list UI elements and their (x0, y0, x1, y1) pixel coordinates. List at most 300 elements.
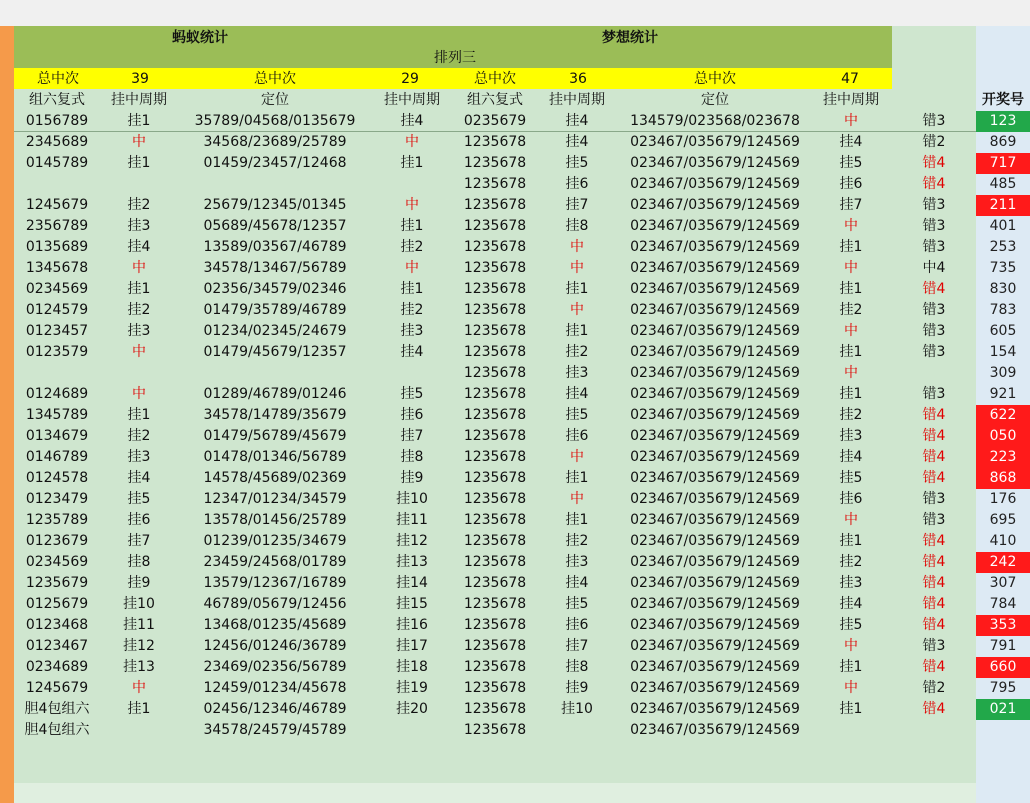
cell-zuliu-2[interactable]: 1235678 (463, 533, 527, 549)
cell-cycle-3[interactable]: 挂2 (565, 344, 589, 360)
cell-cycle-2[interactable]: 挂16 (396, 617, 428, 633)
draw-number-cell[interactable]: 695 (989, 512, 1017, 528)
cell-zuliu[interactable]: 0234689 (25, 659, 89, 675)
draw-number-cell[interactable]: 795 (989, 680, 1017, 696)
cell-cycle-4[interactable]: 挂4 (839, 449, 863, 465)
draw-number-cell[interactable]: 791 (989, 638, 1017, 654)
cell-cycle-2[interactable]: 挂20 (396, 701, 428, 717)
cell-position-2[interactable]: 023467/035679/124569 (630, 239, 800, 255)
col-header-zuliu[interactable]: 组六复式 (29, 92, 85, 108)
cell-cycle-4[interactable]: 挂5 (839, 470, 863, 486)
cell-position[interactable]: 14578/45689/02369 (203, 470, 347, 486)
cell-cycle-3[interactable]: 中 (570, 239, 584, 255)
cell-zuliu-2[interactable]: 1235678 (463, 365, 527, 381)
cell-cycle-3[interactable]: 挂5 (565, 155, 589, 171)
cell-error-count[interactable]: 错3 (922, 491, 946, 507)
col-header-position-2[interactable]: 定位 (701, 92, 729, 108)
cell-position-2[interactable]: 023467/035679/124569 (630, 365, 800, 381)
cell-cycle-3[interactable]: 挂1 (565, 323, 589, 339)
cell-cycle-2[interactable]: 挂4 (400, 344, 424, 360)
draw-number-cell[interactable]: 123 (976, 111, 1030, 132)
cell-cycle-2[interactable]: 挂5 (400, 386, 424, 402)
cell-zuliu[interactable]: 1235679 (25, 575, 89, 591)
cell-zuliu[interactable]: 0124579 (25, 302, 89, 318)
cell-position[interactable]: 13578/01456/25789 (203, 512, 347, 528)
cell-error-count[interactable]: 错3 (922, 386, 946, 402)
cell-error-count[interactable]: 错3 (922, 239, 946, 255)
cell-cycle-3[interactable]: 挂10 (561, 701, 593, 717)
cell-position-2[interactable]: 023467/035679/124569 (630, 638, 800, 654)
draw-number-cell[interactable]: 223 (976, 447, 1030, 468)
draw-number-cell[interactable]: 921 (989, 386, 1017, 402)
cell-cycle-3[interactable]: 挂5 (565, 596, 589, 612)
cell-zuliu-2[interactable]: 1235678 (463, 344, 527, 360)
cell-cycle[interactable]: 挂1 (127, 113, 151, 129)
cell-zuliu[interactable]: 2345689 (25, 134, 89, 150)
cell-zuliu-2[interactable]: 1235678 (463, 659, 527, 675)
draw-number-cell[interactable]: 309 (989, 365, 1017, 381)
cell-error-count[interactable]: 错4 (922, 659, 946, 675)
cell-cycle-2[interactable]: 挂1 (400, 281, 424, 297)
cell-cycle[interactable]: 中 (132, 386, 146, 402)
cell-position-2[interactable]: 023467/035679/124569 (630, 302, 800, 318)
cell-cycle-3[interactable]: 挂4 (565, 113, 589, 129)
cell-cycle-4[interactable]: 挂1 (839, 239, 863, 255)
cell-cycle[interactable] (100, 363, 178, 384)
cell-zuliu-2[interactable]: 1235678 (463, 512, 527, 528)
cell-zuliu-2[interactable]: 1235678 (463, 701, 527, 717)
cell-error-count[interactable]: 错3 (922, 323, 946, 339)
cell-cycle[interactable]: 中 (132, 260, 146, 276)
cell-cycle[interactable]: 挂11 (123, 617, 155, 633)
cell-position[interactable]: 01289/46789/01246 (203, 386, 347, 402)
cell-zuliu[interactable]: 0123468 (25, 617, 89, 633)
right2-total-label[interactable]: 总中次 (694, 71, 736, 87)
cell-position-2[interactable]: 023467/035679/124569 (630, 281, 800, 297)
cell-zuliu-2[interactable]: 1235678 (463, 260, 527, 276)
cell-cycle-2[interactable] (373, 174, 451, 195)
cell-cycle[interactable] (100, 174, 178, 195)
draw-number-cell[interactable]: 253 (989, 239, 1017, 255)
cell-error-count[interactable]: 错2 (922, 680, 946, 696)
cell-zuliu-2[interactable]: 1235678 (463, 491, 527, 507)
cell-cycle-3[interactable]: 中 (570, 491, 584, 507)
right-total-count[interactable]: 36 (569, 71, 587, 87)
right2-total-count[interactable]: 47 (841, 71, 859, 87)
cell-cycle-2[interactable]: 挂2 (400, 239, 424, 255)
col-header-cycle-3[interactable]: 挂中周期 (549, 92, 605, 108)
cell-position-2[interactable]: 023467/035679/124569 (630, 701, 800, 717)
cell-zuliu-2[interactable]: 0235679 (463, 113, 527, 129)
cell-cycle[interactable]: 挂1 (127, 407, 151, 423)
cell-position[interactable]: 01234/02345/24679 (203, 323, 347, 339)
cell-position-2[interactable]: 023467/035679/124569 (630, 554, 800, 570)
cell-position-2[interactable]: 023467/035679/124569 (630, 680, 800, 696)
cell-error-count[interactable]: 错4 (922, 554, 946, 570)
cell-zuliu[interactable]: 0123679 (25, 533, 89, 549)
cell-position[interactable]: 12456/01246/36789 (203, 638, 347, 654)
cell-cycle-4[interactable]: 挂4 (839, 134, 863, 150)
cell-position-2[interactable]: 023467/035679/124569 (630, 260, 800, 276)
cell-position[interactable]: 25679/12345/01345 (203, 197, 347, 213)
draw-number-cell[interactable]: 622 (976, 405, 1030, 426)
cell-cycle[interactable]: 挂2 (127, 428, 151, 444)
cell-cycle-2[interactable]: 挂1 (400, 218, 424, 234)
cell-position-2[interactable]: 023467/035679/124569 (630, 134, 800, 150)
cell-cycle-3[interactable]: 挂1 (565, 512, 589, 528)
cell-cycle-4[interactable]: 中 (844, 680, 858, 696)
cell-cycle[interactable]: 挂8 (127, 554, 151, 570)
cell-error-count[interactable]: 错4 (922, 617, 946, 633)
cell-zuliu-2[interactable]: 1235678 (463, 386, 527, 402)
cell-zuliu[interactable]: 胆4包组六 (24, 701, 90, 717)
cell-cycle-2[interactable]: 挂15 (396, 596, 428, 612)
cell-zuliu[interactable]: 0123579 (25, 344, 89, 360)
cell-position-2[interactable]: 023467/035679/124569 (630, 155, 800, 171)
cell-position[interactable]: 01239/01235/34679 (203, 533, 347, 549)
draw-number-cell[interactable]: 784 (989, 596, 1017, 612)
cell-cycle-4[interactable]: 中 (844, 218, 858, 234)
cell-cycle-2[interactable]: 挂8 (400, 449, 424, 465)
cell-cycle-2[interactable]: 中 (405, 260, 419, 276)
cell-error-count[interactable]: 中4 (922, 260, 946, 276)
cell-cycle-2[interactable]: 挂14 (396, 575, 428, 591)
cell-position[interactable]: 01479/56789/45679 (203, 428, 347, 444)
draw-number-cell[interactable]: 021 (976, 699, 1030, 720)
cell-cycle-2[interactable]: 挂10 (396, 491, 428, 507)
cell-zuliu-2[interactable]: 1235678 (463, 428, 527, 444)
cell-cycle-3[interactable] (538, 720, 616, 741)
draw-number-cell[interactable]: 869 (989, 134, 1017, 150)
cell-cycle-3[interactable]: 挂6 (565, 176, 589, 192)
cell-error-count[interactable]: 错4 (922, 176, 946, 192)
cell-zuliu[interactable]: 0134679 (25, 428, 89, 444)
cell-position[interactable]: 01478/01346/56789 (203, 449, 347, 465)
cell-position[interactable]: 02356/34579/02346 (203, 281, 347, 297)
cell-position-2[interactable]: 023467/035679/124569 (630, 722, 800, 738)
cell-position[interactable]: 34578/14789/35679 (203, 407, 347, 423)
cell-cycle-3[interactable]: 中 (570, 260, 584, 276)
cell-cycle-3[interactable]: 挂5 (565, 407, 589, 423)
cell-zuliu-2[interactable]: 1235678 (463, 617, 527, 633)
cell-cycle-2[interactable]: 中 (405, 197, 419, 213)
cell-cycle-2[interactable]: 挂11 (396, 512, 428, 528)
cell-cycle[interactable]: 挂4 (127, 239, 151, 255)
cell-zuliu[interactable]: 0135689 (25, 239, 89, 255)
cell-cycle[interactable]: 挂6 (127, 512, 151, 528)
left-total-count[interactable]: 39 (131, 71, 149, 87)
cell-cycle-2[interactable]: 挂1 (400, 155, 424, 171)
cell-zuliu[interactable]: 0234569 (25, 554, 89, 570)
cell-cycle[interactable]: 挂4 (127, 470, 151, 486)
left2-total-count[interactable]: 29 (401, 71, 419, 87)
cell-position-2[interactable]: 023467/035679/124569 (630, 491, 800, 507)
cell-cycle-3[interactable]: 挂8 (565, 218, 589, 234)
cell-zuliu-2[interactable]: 1235678 (463, 596, 527, 612)
cell-cycle-3[interactable]: 挂7 (565, 638, 589, 654)
draw-number-cell[interactable]: 830 (989, 281, 1017, 297)
cell-cycle-2[interactable]: 挂2 (400, 302, 424, 318)
cell-error-count[interactable]: 错4 (922, 281, 946, 297)
cell-error-count[interactable]: 错3 (922, 218, 946, 234)
cell-position-2[interactable]: 023467/035679/124569 (630, 407, 800, 423)
cell-cycle-2[interactable]: 挂9 (400, 470, 424, 486)
cell-cycle-3[interactable]: 挂8 (565, 659, 589, 675)
cell-position[interactable]: 13579/12367/16789 (203, 575, 347, 591)
cell-cycle-4[interactable]: 中 (844, 365, 858, 381)
cell-cycle-4[interactable] (812, 720, 890, 741)
draw-number-cell[interactable]: 485 (989, 176, 1017, 192)
cell-cycle-4[interactable]: 挂1 (839, 386, 863, 402)
cell-cycle-4[interactable]: 中 (844, 323, 858, 339)
draw-number-cell[interactable]: 154 (989, 344, 1017, 360)
cell-cycle-4[interactable]: 挂3 (839, 575, 863, 591)
cell-zuliu-2[interactable]: 1235678 (463, 680, 527, 696)
cell-position[interactable]: 13468/01235/45689 (203, 617, 347, 633)
draw-number-cell[interactable]: 307 (989, 575, 1017, 591)
cell-cycle[interactable]: 挂1 (127, 155, 151, 171)
cell-cycle-4[interactable]: 挂1 (839, 659, 863, 675)
cell-cycle-3[interactable]: 挂4 (565, 386, 589, 402)
cell-position-2[interactable]: 023467/035679/124569 (630, 617, 800, 633)
cell-cycle-4[interactable]: 挂5 (839, 155, 863, 171)
cell-position[interactable]: 01479/35789/46789 (203, 302, 347, 318)
cell-position[interactable]: 34568/23689/25789 (203, 134, 347, 150)
cell-cycle-4[interactable]: 挂4 (839, 596, 863, 612)
cell-cycle-2[interactable] (373, 363, 451, 384)
cell-position-2[interactable]: 023467/035679/124569 (630, 533, 800, 549)
cell-zuliu[interactable]: 0123457 (25, 323, 89, 339)
cell-position-2[interactable]: 134579/023568/023678 (630, 113, 800, 129)
cell-zuliu-2[interactable]: 1235678 (463, 134, 527, 150)
cell-error-count[interactable]: 错4 (922, 407, 946, 423)
cell-error-count[interactable]: 错4 (922, 596, 946, 612)
cell-error-count[interactable]: 错4 (922, 575, 946, 591)
cell-zuliu[interactable]: 1235789 (25, 512, 89, 528)
cell-zuliu-2[interactable]: 1235678 (463, 197, 527, 213)
cell-cycle[interactable]: 挂9 (127, 575, 151, 591)
cell-cycle[interactable] (100, 720, 178, 741)
draw-number-cell[interactable]: 735 (989, 260, 1017, 276)
cell-position[interactable]: 35789/04568/0135679 (194, 113, 356, 129)
cell-error-count[interactable]: 错3 (922, 302, 946, 318)
cell-cycle-2[interactable] (373, 720, 451, 741)
cell-zuliu-2[interactable]: 1235678 (463, 302, 527, 318)
cell-error-count[interactable]: 错3 (922, 113, 946, 129)
cell-cycle-3[interactable]: 挂3 (565, 365, 589, 381)
cell-zuliu[interactable]: 0124578 (25, 470, 89, 486)
cell-cycle-4[interactable]: 挂1 (839, 533, 863, 549)
cell-position-2[interactable]: 023467/035679/124569 (630, 596, 800, 612)
cell-cycle[interactable]: 中 (132, 680, 146, 696)
cell-position[interactable]: 05689/45678/12357 (203, 218, 347, 234)
cell-zuliu[interactable]: 1345678 (25, 260, 89, 276)
cell-error-count[interactable]: 错3 (922, 638, 946, 654)
cell-zuliu[interactable]: 1345789 (25, 407, 89, 423)
cell-cycle-4[interactable]: 挂5 (839, 617, 863, 633)
col-header-kaijiang[interactable]: 开奖号 (982, 92, 1024, 108)
cell-cycle-2[interactable]: 挂12 (396, 533, 428, 549)
cell-cycle[interactable]: 挂2 (127, 197, 151, 213)
cell-cycle-4[interactable]: 挂2 (839, 554, 863, 570)
draw-number-cell[interactable]: 660 (976, 657, 1030, 678)
cell-error-count[interactable]: 错3 (922, 197, 946, 213)
cell-zuliu-2[interactable]: 1235678 (463, 218, 527, 234)
cell-position[interactable]: 12347/01234/34579 (203, 491, 347, 507)
cell-cycle[interactable]: 挂3 (127, 218, 151, 234)
cell-error-count[interactable]: 错4 (922, 428, 946, 444)
cell-error-count[interactable] (905, 363, 963, 384)
cell-position-2[interactable]: 023467/035679/124569 (630, 575, 800, 591)
draw-number-cell[interactable]: 783 (989, 302, 1017, 318)
cell-position[interactable]: 23469/02356/56789 (203, 659, 347, 675)
cell-cycle-2[interactable]: 挂18 (396, 659, 428, 675)
cell-cycle-2[interactable]: 中 (405, 134, 419, 150)
cell-error-count[interactable] (905, 720, 963, 741)
cell-position-2[interactable]: 023467/035679/124569 (630, 344, 800, 360)
cell-position[interactable]: 46789/05679/12456 (203, 596, 347, 612)
col-header-position[interactable]: 定位 (261, 92, 289, 108)
cell-zuliu-2[interactable]: 1235678 (463, 638, 527, 654)
cell-cycle-4[interactable]: 挂1 (839, 344, 863, 360)
cell-zuliu-2[interactable]: 1235678 (463, 323, 527, 339)
cell-cycle[interactable]: 挂1 (127, 281, 151, 297)
cell-position-2[interactable]: 023467/035679/124569 (630, 386, 800, 402)
cell-cycle-4[interactable]: 中 (844, 113, 858, 129)
cell-position[interactable]: 12459/01234/45678 (203, 680, 347, 696)
cell-position-2[interactable]: 023467/035679/124569 (630, 197, 800, 213)
draw-number-cell[interactable]: 717 (976, 153, 1030, 174)
cell-cycle-4[interactable]: 挂6 (839, 176, 863, 192)
cell-position[interactable] (185, 174, 365, 195)
col-header-zuliu-2[interactable]: 组六复式 (467, 92, 523, 108)
cell-zuliu[interactable]: 0145789 (25, 155, 89, 171)
cell-cycle-4[interactable]: 挂2 (839, 302, 863, 318)
draw-number-cell[interactable]: 605 (989, 323, 1017, 339)
cell-zuliu[interactable]: 0146789 (25, 449, 89, 465)
right-total-label[interactable]: 总中次 (474, 71, 516, 87)
cell-position-2[interactable]: 023467/035679/124569 (630, 512, 800, 528)
cell-position[interactable]: 01459/23457/12468 (203, 155, 347, 171)
cell-cycle[interactable]: 挂1 (127, 701, 151, 717)
cell-zuliu-2[interactable]: 1235678 (463, 575, 527, 591)
cell-cycle-4[interactable]: 挂6 (839, 491, 863, 507)
cell-cycle-3[interactable]: 挂2 (565, 533, 589, 549)
cell-zuliu[interactable]: 1245679 (25, 680, 89, 696)
cell-zuliu[interactable]: 1245679 (25, 197, 89, 213)
cell-zuliu[interactable]: 0156789 (25, 113, 89, 129)
cell-position[interactable]: 23459/24568/01789 (203, 554, 347, 570)
cell-cycle[interactable]: 中 (132, 134, 146, 150)
cell-zuliu[interactable]: 2356789 (25, 218, 89, 234)
cell-zuliu[interactable]: 0234569 (25, 281, 89, 297)
cell-cycle-4[interactable]: 挂7 (839, 197, 863, 213)
cell-cycle-2[interactable]: 挂4 (400, 113, 424, 129)
cell-cycle-3[interactable]: 挂4 (565, 134, 589, 150)
cell-position[interactable]: 34578/24579/45789 (203, 722, 347, 738)
cell-cycle[interactable]: 挂12 (123, 638, 155, 654)
cell-zuliu-2[interactable]: 1235678 (463, 407, 527, 423)
cell-position-2[interactable]: 023467/035679/124569 (630, 449, 800, 465)
left2-total-label[interactable]: 总中次 (254, 71, 296, 87)
cell-zuliu-2[interactable]: 1235678 (463, 722, 527, 738)
cell-cycle-2[interactable]: 挂6 (400, 407, 424, 423)
cell-cycle-2[interactable]: 挂19 (396, 680, 428, 696)
cell-zuliu-2[interactable]: 1235678 (463, 470, 527, 486)
cell-zuliu-2[interactable]: 1235678 (463, 176, 527, 192)
draw-number-cell[interactable]: 401 (989, 218, 1017, 234)
cell-zuliu-2[interactable]: 1235678 (463, 281, 527, 297)
draw-number-cell[interactable]: 176 (989, 491, 1017, 507)
cell-error-count[interactable]: 错4 (922, 701, 946, 717)
cell-position[interactable]: 34578/13467/56789 (203, 260, 347, 276)
col-header-cycle-4[interactable]: 挂中周期 (823, 92, 879, 108)
cell-cycle[interactable]: 挂3 (127, 449, 151, 465)
cell-zuliu[interactable]: 0124689 (25, 386, 89, 402)
draw-number-cell[interactable]: 242 (976, 552, 1030, 573)
cell-error-count[interactable]: 错4 (922, 470, 946, 486)
cell-cycle[interactable]: 挂10 (123, 596, 155, 612)
cell-cycle-3[interactable]: 挂1 (565, 470, 589, 486)
cell-position[interactable] (185, 363, 365, 384)
cell-cycle-3[interactable]: 挂6 (565, 428, 589, 444)
cell-cycle-3[interactable]: 中 (570, 449, 584, 465)
cell-cycle[interactable]: 挂5 (127, 491, 151, 507)
cell-cycle-2[interactable]: 挂17 (396, 638, 428, 654)
cell-zuliu-2[interactable]: 1235678 (463, 155, 527, 171)
cell-cycle-2[interactable]: 挂7 (400, 428, 424, 444)
cell-zuliu[interactable]: 胆4包组六 (24, 722, 90, 738)
cell-cycle[interactable]: 挂7 (127, 533, 151, 549)
cell-error-count[interactable]: 错2 (922, 134, 946, 150)
cell-cycle-4[interactable]: 中 (844, 260, 858, 276)
cell-position-2[interactable]: 023467/035679/124569 (630, 218, 800, 234)
cell-cycle-4[interactable]: 中 (844, 638, 858, 654)
draw-number-cell[interactable]: 410 (989, 533, 1017, 549)
cell-cycle-3[interactable]: 挂7 (565, 197, 589, 213)
cell-cycle-3[interactable]: 挂9 (565, 680, 589, 696)
cell-position-2[interactable]: 023467/035679/124569 (630, 428, 800, 444)
cell-cycle-4[interactable]: 挂1 (839, 281, 863, 297)
cell-error-count[interactable]: 错4 (922, 449, 946, 465)
cell-cycle-3[interactable]: 挂4 (565, 575, 589, 591)
cell-zuliu[interactable] (18, 174, 96, 195)
cell-cycle-2[interactable]: 挂13 (396, 554, 428, 570)
cell-zuliu-2[interactable]: 1235678 (463, 449, 527, 465)
cell-error-count[interactable]: 错4 (922, 533, 946, 549)
cell-position-2[interactable]: 023467/035679/124569 (630, 470, 800, 486)
cell-cycle-4[interactable]: 挂2 (839, 407, 863, 423)
cell-zuliu[interactable]: 0125679 (25, 596, 89, 612)
cell-cycle[interactable]: 中 (132, 344, 146, 360)
cell-position[interactable]: 13589/03567/46789 (203, 239, 347, 255)
col-header-cycle[interactable]: 挂中周期 (111, 92, 167, 108)
cell-zuliu[interactable] (18, 363, 96, 384)
col-header-cycle-2[interactable]: 挂中周期 (384, 92, 440, 108)
cell-cycle-3[interactable]: 中 (570, 302, 584, 318)
cell-zuliu-2[interactable]: 1235678 (463, 239, 527, 255)
draw-number-cell[interactable]: 868 (976, 468, 1030, 489)
cell-cycle[interactable]: 挂2 (127, 302, 151, 318)
cell-zuliu[interactable]: 0123467 (25, 638, 89, 654)
cell-cycle-4[interactable]: 挂3 (839, 428, 863, 444)
cell-position[interactable]: 02456/12346/46789 (203, 701, 347, 717)
cell-cycle-3[interactable]: 挂3 (565, 554, 589, 570)
cell-cycle-3[interactable]: 挂1 (565, 281, 589, 297)
cell-position[interactable]: 01479/45679/12357 (203, 344, 347, 360)
cell-cycle[interactable]: 挂3 (127, 323, 151, 339)
cell-cycle-4[interactable]: 中 (844, 512, 858, 528)
